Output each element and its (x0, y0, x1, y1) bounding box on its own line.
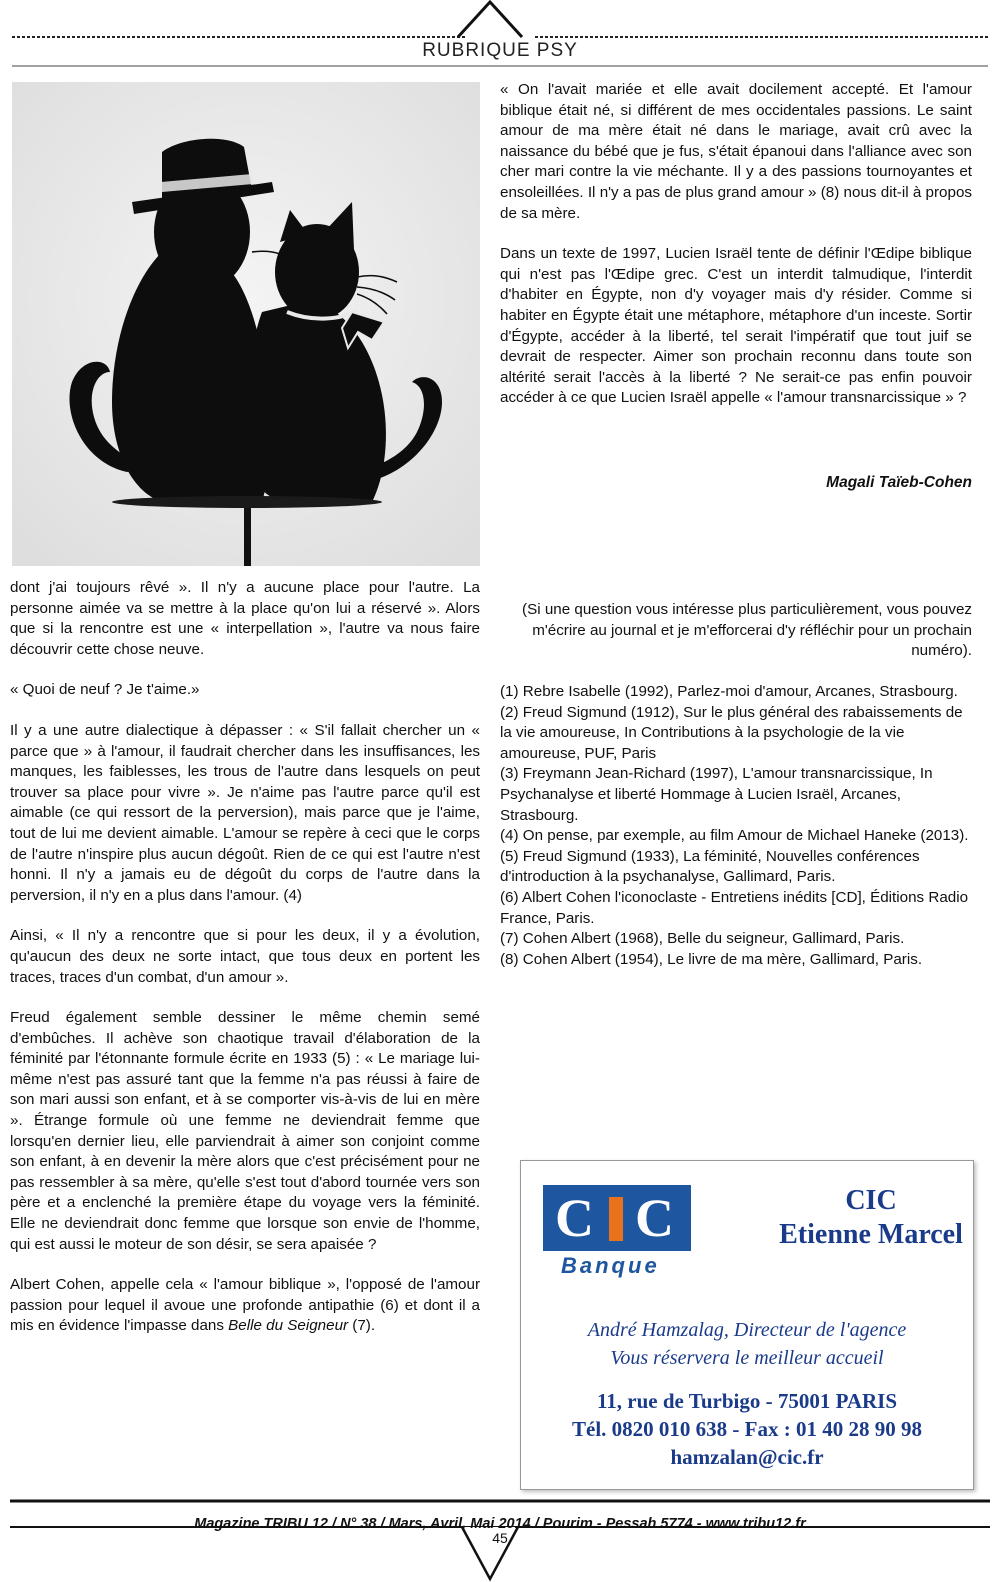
paragraph: « Quoi de neuf ? Je t'aime.» (10, 681, 200, 699)
ad-address: 11, rue de Turbigo - 75001 PARIS (596, 1389, 898, 1413)
reference-item: (4) On pense, par exemple, au film Amour de Michael Haneke (2013). (500, 827, 969, 845)
page-number: 45 (492, 1530, 508, 1546)
ad-director: André Hamzalag, Directeur de l'agence (587, 1319, 907, 1341)
paragraph: Il y a une autre dialectique à dépasser : « S'il fallait chercher un « parce que » à l'amour, il faudrait chercher dans les insuffisances, les manques, les faiblesses, les trous de l'autre dans lesquels on peut trouver sa place pour vivre ». Je n'aime pas l'autre parce qu'il est aimable (ce qui ressort de la perversion), mais parce que je l'aime, tout de lui me devient aimable. L'amour se repère à ceci que le corps de l'autre n'inspire plus aucun dégoût. Rien de ce qui est l'autre n'est honni. Il n'y a jamais eu de dégoût du corps de l'autre dans la perversion, il n'y en a plus dans l'amour. (4) (10, 721, 480, 904)
ad-title-line2: Etienne Marcel (779, 1219, 963, 1250)
reference-item: (1) Rebre Isabelle (1992), Parlez-moi d'amour, Arcanes, Strasbourg. (500, 683, 958, 700)
section-title: RUBRIQUE PSY (422, 40, 578, 61)
cats-silhouette-icon (12, 82, 480, 566)
reference-item: (8) Cohen Albert (1954), Le livre de ma mère, Gallimard, Paris. (500, 950, 923, 968)
paragraph-text: Albert Cohen, appelle cela « l'amour biblique », l'opposé de l'amour passion pour lequel il avoue une profonde antipathie (6) et dont il a mis en évidence l'impasse dans (10, 1276, 480, 1335)
cic-logo (543, 1185, 691, 1251)
left-column (10, 578, 480, 1337)
references-list (500, 682, 972, 970)
reference-item: (3) Freymann Jean-Richard (1997), L'amour transnarcissique, In Psychanalyse et liberté Hommage à Lucien Israël, Arcanes, Strasbourg. (500, 765, 933, 824)
paragraph-end: (7). (348, 1317, 376, 1335)
reference-item: (2) Freud Sigmund (1912), Sur le plus général des rabaissements de la vie amoureuse, In Contributions à la psychologie de la vie amoureuse, PUF, Paris (500, 703, 963, 762)
book-title: Belle du Seigneur (228, 1317, 349, 1335)
logo-letter-c1: C (555, 1188, 594, 1248)
paragraph: dont j'ai toujours rêvé ». Il n'y a aucune place pour l'autre. La personne aimée va se mettre à la place qu'on lui a réservé ». Alors que si la rencontre est une « interpellation », l'autre va nous faire découvrir cette chose neuve. (10, 579, 480, 658)
cic-advertisement (520, 1160, 974, 1490)
reference-item: (7) Cohen Albert (1968), Belle du seigneur, Gallimard, Paris. (500, 930, 905, 948)
ad-title-line1: CIC (845, 1185, 897, 1216)
author-signature: Magali Taïeb-Cohen (826, 474, 972, 491)
footer-text: Magazine TRIBU 12 / N° 38 / Mars, Avril, Mai 2014 / Pourim - Pessah 5774 - www.tribu12.fr (194, 1516, 806, 1532)
logo-letter-c2: C (635, 1188, 674, 1248)
logo-word: Banque (561, 1253, 660, 1278)
reference-item: (5) Freud Sigmund (1933), La féminité, Nouvelles conférences d'introduction à la psychanalyse, Gallimard, Paris. (500, 847, 920, 886)
reference-item: (6) Albert Cohen l'iconoclaste - Entretiens inédits [CD], Éditions Radio France, Paris. (500, 888, 969, 927)
logo-letter-i (609, 1197, 623, 1241)
paragraph: Ainsi, « Il n'y a rencontre que si pour les deux, il y a évolution, qu'aucun des deux ne sorte intact, que tous deux en portent les traces, traces d'un combat, d'un amour ». (10, 927, 480, 986)
paragraph: « On l'avait mariée et elle avait docilement accepté. Et l'amour biblique était né, si différent de mes occidentales passions. Le saint amour de ma mère était né dans le mariage, avait crû avec la naissance du bébé que je fus, s'était épanoui dans l'alliance avec son cher mari contre la vie méchante. Il y a des passions tournoyantes et ensoleillées. Il n'y a pas de plus grand amour » (8) nous dit-il à propos de sa mère. (500, 81, 972, 222)
paragraph: Freud également semble dessiner le même chemin semé d'embûches. Il achève son chaotique travail d'élaboration de la féminité par l'étonnante formule écrite en 1933 (5) : « Le mariage lui-même n'est pas assuré tant que la femme n'a pas réussi à faire de son mari aussi son enfant, et à se comporter vis-à-vis de lui en mère ». Étrange formule où une femme ne deviendrait femme que lorsqu'en dernier lieu, elle parviendrait à aimer son conjoint comme son enfant, à en devenir la mère alors que c'est précisément pour ne pas ressembler à sa mère, qu'elle s'est tout d'abord tournée vers son père et a enclenché la première étape du voyage vers la féminité. Elle ne deviendrait donc femme que lorsque son envie de l'homme, qui est aussi le moteur de son désir, se sera apaisée ? (10, 1009, 480, 1253)
paragraph: Dans un texte de 1997, Lucien Israël tente de définir l'Œdipe biblique qui n'est pas l'Œdipe grec. C'est un interdit talmudique, l'interdit d'habiter en Égypte, non d'y voyager mais d'y résider. Comme si habiter en Égypte était une métaphore, métaphore d'un inceste. Sortir d'Égypte, accéder à la liberté, tel serait l'impératif que tout juif se devrait de respecter. Aimer son prochain reconnu dans toute son altérité serait l'accès à la liberté ? Ne serait-ce pas enfin pouvoir accéder à ce que Lucien Israël appelle « l'amour transnarcissique » ? (500, 245, 972, 407)
ad-email[interactable]: hamzalan@cic.fr (670, 1445, 824, 1469)
ad-welcome: Vous réservera le meilleur accueil (610, 1347, 884, 1369)
cats-photo (12, 82, 480, 566)
ad-phone: Tél. 0820 010 638 - Fax : 01 40 28 90 98 (572, 1417, 922, 1441)
paragraph (10, 1275, 480, 1337)
reader-note: (Si une question vous intéresse plus particulièrement, vous pouvez m'écrire au journal et je m'efforcerai d'y réfléchir pour un prochain numéro). (522, 601, 972, 660)
top-right-text (500, 80, 972, 409)
